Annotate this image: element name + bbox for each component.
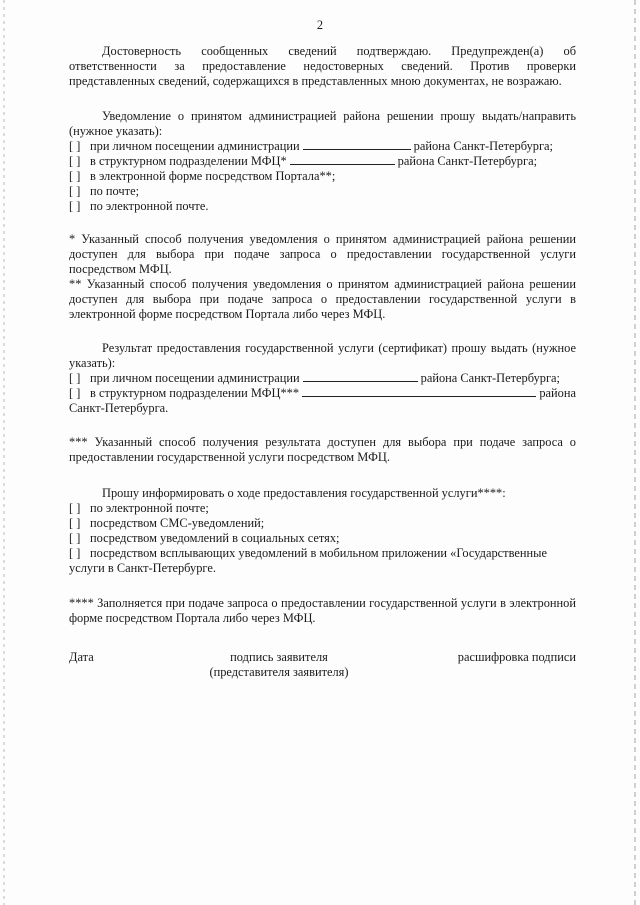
signature-sublabel: (представителя заявителя)	[209, 665, 349, 679]
footnote: * Указанный способ получения уведомления о принятом администрацией района решении доступен для выбора при подаче запроса о предоставлении государственной услуги посредством МФЦ.	[69, 232, 576, 276]
signature-label: подпись заявителя	[230, 650, 328, 664]
option-label: посредством СМС-уведомлений;	[90, 516, 265, 530]
result-intro: Результат предоставления государственной услуги (сертификат) прошу выдать (нужное указать):	[69, 341, 576, 370]
date-label: Дата	[69, 650, 94, 664]
notification-option[interactable]	[69, 169, 576, 184]
decode-label: расшифровка подписи	[457, 650, 576, 664]
confirmation-paragraph: Достоверность сообщенных сведений подтверждаю. Предупрежден(а) об ответственности за предоставление недостоверных сведений. Против проверки представленных сведений, содержащихся в представленных мною документах, не возражаю.	[69, 44, 576, 88]
footnote-result: *** Указанный способ получения результата доступен для выбора при подаче запроса о предоставлении государственной услуги посредством МФЦ.	[69, 435, 576, 464]
page-number: 2	[316, 18, 324, 32]
footnote: ** Указанный способ получения уведомления о принятом администрацией района решении доступен для выбора при подаче запроса о предоставлении государственной услуги в электронной форме посредством Портала либо через МФЦ.	[69, 277, 576, 321]
result-option[interactable]	[69, 371, 576, 386]
result-option[interactable]	[69, 386, 576, 401]
document-body	[69, 44, 576, 626]
result-section	[69, 341, 576, 416]
checkbox[interactable]: [ ]	[69, 386, 81, 400]
option-suffix: района Санкт-Петербурга;	[397, 154, 538, 168]
option-label: в структурном подразделении МФЦ***	[90, 386, 300, 400]
footnote-inform: **** Заполняется при подаче запроса о предоставлении государственной услуги в электронной форме посредством Портала либо через МФЦ.	[69, 596, 576, 625]
inform-section	[69, 486, 576, 576]
inform-intro: Прошу информировать о ходе предоставления государственной услуги****:	[102, 486, 506, 500]
option-label: посредством уведомлений в социальных сетях;	[90, 531, 340, 545]
option-label: при личном посещении администрации	[90, 371, 300, 385]
blank-field[interactable]	[303, 148, 411, 150]
option-label: по электронной почте.	[90, 199, 209, 213]
option-label: в электронной форме посредством Портала**;	[90, 169, 336, 183]
inform-option[interactable]	[69, 546, 576, 561]
blank-field[interactable]	[302, 395, 536, 397]
scan-artifact-right	[634, 0, 636, 905]
notification-intro: Уведомление о принятом администрацией района решении прошу выдать/направить (нужное указать):	[69, 109, 576, 138]
checkbox[interactable]: [ ]	[69, 139, 81, 153]
notification-option[interactable]	[69, 154, 576, 169]
checkbox[interactable]: [ ]	[69, 501, 81, 515]
footnotes-notification	[69, 232, 576, 322]
checkbox[interactable]: [ ]	[69, 169, 81, 183]
option-suffix: района	[539, 386, 576, 400]
notification-section	[69, 109, 576, 214]
option-suffix: района Санкт-Петербурга;	[413, 139, 553, 153]
checkbox[interactable]: [ ]	[69, 199, 81, 213]
inform-option[interactable]	[69, 501, 576, 516]
checkbox[interactable]: [ ]	[69, 516, 81, 530]
checkbox[interactable]: [ ]	[69, 154, 81, 168]
inform-option[interactable]	[69, 531, 576, 546]
option-label: при личном посещении администрации	[90, 139, 300, 153]
checkbox[interactable]: [ ]	[69, 531, 81, 545]
checkbox[interactable]: [ ]	[69, 546, 81, 560]
option-continuation: услуги в Санкт-Петербурге.	[69, 561, 216, 575]
checkbox[interactable]: [ ]	[69, 184, 81, 198]
option-suffix: района Санкт-Петербурга;	[420, 371, 560, 385]
notification-option[interactable]	[69, 139, 576, 154]
blank-field[interactable]	[303, 380, 418, 382]
option-continuation: Санкт-Петербурга.	[69, 401, 169, 415]
notification-option[interactable]	[69, 199, 576, 214]
option-label: по электронной почте;	[90, 501, 209, 515]
option-label: по почте;	[90, 184, 140, 198]
option-label: посредством всплывающих уведомлений в мобильном приложении «Государственные	[90, 546, 547, 560]
notification-option[interactable]	[69, 184, 576, 199]
scan-artifact-left	[3, 0, 5, 905]
signature-block	[69, 650, 576, 690]
checkbox[interactable]: [ ]	[69, 371, 81, 385]
option-label: в структурном подразделении МФЦ*	[90, 154, 287, 168]
inform-option[interactable]	[69, 516, 576, 531]
blank-field[interactable]	[290, 163, 395, 165]
signature-caption	[199, 650, 359, 680]
